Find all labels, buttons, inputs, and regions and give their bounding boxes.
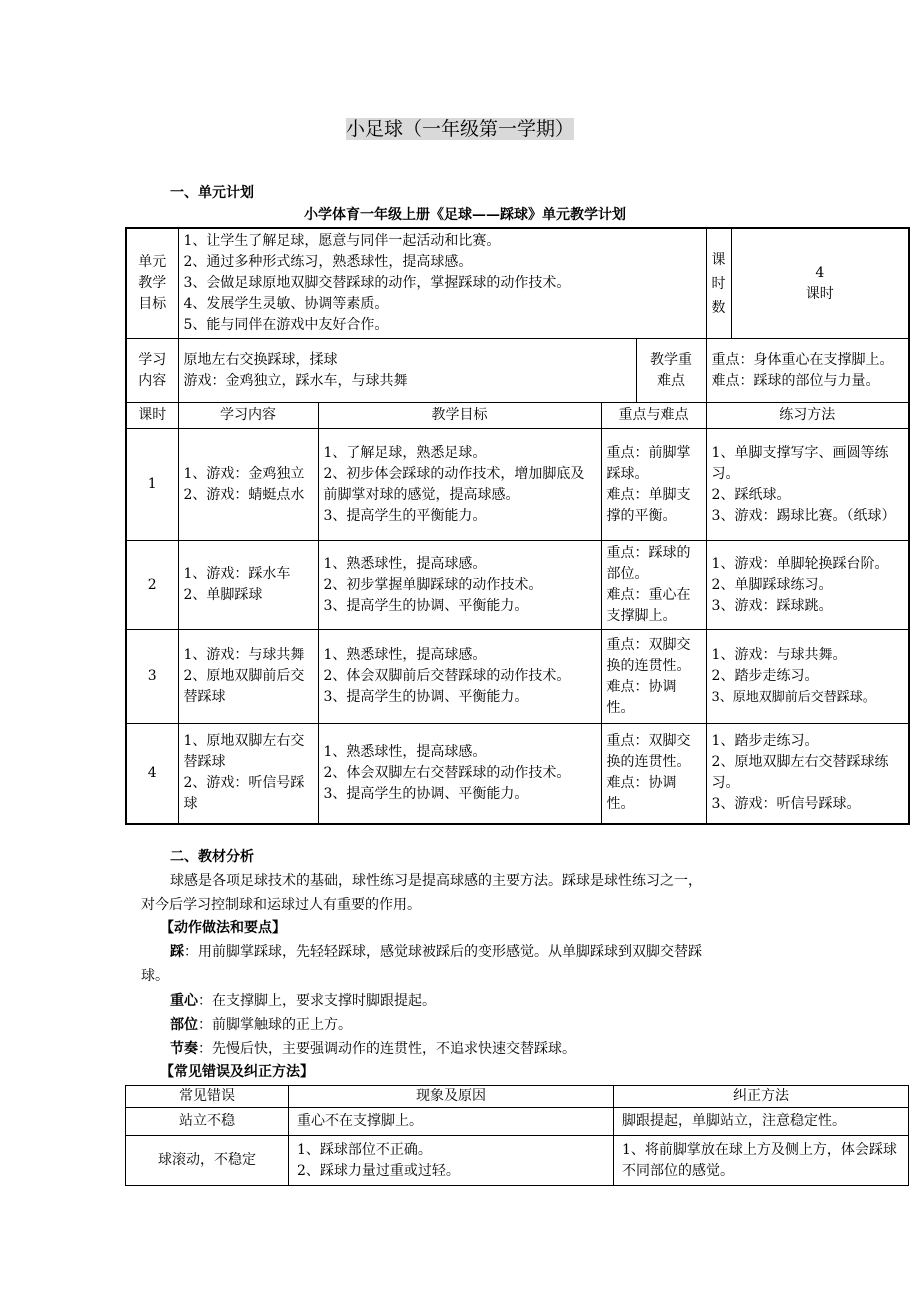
intro-line-1: 球感是各项足球技术的基础，球性练习是提高球感的主要方法。踩球是球性练习之一， [170, 873, 702, 889]
key-label: 教学重 难点 [636, 339, 706, 403]
lesson-content-item: 1、游戏：金鸡独立 [183, 465, 305, 482]
lesson-method-item: 3、原地双脚前后交替踩球。 [711, 690, 876, 705]
unit-key-points [706, 339, 909, 403]
zhongxin-text: ：在支撑脚上，要求支撑时脚跟提起。 [198, 993, 436, 1009]
error-mistake: 球滚动，不稳定 [126, 1136, 289, 1186]
lesson-key-item: 重点：双脚交换的连贯性。 [606, 636, 691, 674]
error-cause [289, 1136, 614, 1186]
lesson-key-item: 难点：协调性。 [606, 775, 677, 813]
jiezou-label: 节奏 [170, 1041, 198, 1057]
col-header-methods: 练习方法 [706, 403, 909, 429]
errors-table [125, 1085, 909, 1186]
hours-label: 课 时 数 [706, 228, 731, 339]
lesson-content-item: 1、游戏：与球共舞 [183, 647, 305, 663]
col-header-content: 学习内容 [178, 403, 318, 429]
lesson-key-item: 重点：踩球的部位。 [606, 545, 691, 582]
lesson-content-item: 1、游戏：踩水车 [183, 566, 291, 582]
error-cause [289, 1108, 614, 1136]
lesson-key [601, 429, 706, 541]
unit-goals [178, 228, 706, 339]
lesson-goal-item: 3、提高学生的协调、平衡能力。 [323, 785, 529, 802]
lesson-key-item: 难点：单脚支撑的平衡。 [606, 486, 691, 524]
lesson-goal-item: 2、初步掌握单脚踩球的动作技术。 [323, 576, 543, 593]
lesson-methods [706, 429, 909, 541]
lesson-content-item: 2、游戏：听信号踩球 [183, 775, 305, 813]
lesson-methods [706, 724, 909, 824]
zhongxin-line [170, 990, 436, 1013]
lesson-key [601, 630, 706, 724]
lesson-goal-item: 2、体会双脚左右交替踩球的动作技术。 [323, 764, 571, 781]
jiezou-text: ：先慢后快，主要强调动作的连贯性，不追求快速交替踩球。 [198, 1041, 576, 1057]
col-header-key: 重点与难点 [601, 403, 706, 429]
lesson-goal-item: 1、熟悉球性，提高球感。 [323, 647, 487, 663]
unit-key-item: 重点：身体重心在支撑脚上。 [711, 351, 894, 368]
col-header-lesson: 课时 [126, 403, 178, 429]
plan-table-title: 小学体育一年级上册《足球——踩球》单元教学计划 [304, 207, 626, 223]
lesson-goals [318, 541, 601, 630]
section2-heading: 二、教材分析 [170, 849, 254, 865]
lesson-goal-item: 1、了解足球，熟悉足球。 [323, 444, 487, 461]
lesson-method-item: 1、踏步走练习。 [711, 733, 819, 750]
lesson-method-item: 3、游戏：踩球跳。 [711, 597, 833, 614]
unit-goal-item: 5、能与同伴在游戏中友好合作。 [183, 317, 389, 333]
zhongxin-label: 重心 [170, 993, 198, 1009]
jiezou-line [170, 1038, 576, 1061]
lesson-goals [318, 429, 601, 541]
lesson-method-item: 1、游戏：单脚轮换踩台阶。 [711, 555, 889, 572]
unit-key-item: 难点：踩球的部位与力量。 [711, 372, 880, 389]
lesson-row [126, 429, 909, 541]
lesson-content-item: 2、原地双脚前后交替踩球 [183, 668, 305, 705]
buwei-line [170, 1014, 352, 1037]
lesson-method-item: 2、原地双脚左右交替踩球练习。 [711, 754, 889, 792]
lesson-method-item: 2、踩纸球。 [711, 486, 791, 503]
lesson-header-row [126, 403, 909, 429]
unit-content-item: 原地左右交换踩球，揉球 [183, 351, 338, 368]
lesson-content [178, 630, 318, 724]
lesson-content-item: 2、游戏：蜻蜓点水 [183, 486, 305, 503]
lesson-method-item: 1、游戏：与球共舞。 [711, 647, 847, 663]
lesson-goal-item: 3、提高学生的协调、平衡能力。 [323, 597, 529, 614]
lesson-content [178, 541, 318, 630]
error-row [126, 1136, 909, 1186]
lesson-number: 3 [126, 630, 178, 724]
lesson-content [178, 724, 318, 824]
lesson-methods [706, 630, 909, 724]
lesson-content-item: 1、原地双脚左右交替踩球 [183, 733, 305, 771]
unit-goal-item: 1、让学生了解足球，愿意与同伴一起活动和比赛。 [183, 233, 501, 249]
cai-line-2: 球。 [141, 968, 169, 984]
lesson-number: 2 [126, 541, 178, 630]
unit-content-item: 游戏：金鸡独立，踩水车，与球共舞 [183, 372, 408, 389]
lesson-goal-item: 1、熟悉球性，提高球感。 [323, 743, 487, 760]
lesson-method-item: 3、游戏：踢球比赛。（纸球） [711, 507, 896, 524]
unit-content [178, 339, 636, 403]
lesson-key [601, 724, 706, 824]
section1-heading: 一、单元计划 [170, 185, 254, 201]
error-cause-item: 2、踩球力量过重或过轻。 [297, 1162, 460, 1179]
lesson-content [178, 429, 318, 541]
lesson-goals [318, 724, 601, 824]
actions-heading: 【动作做法和要点】 [160, 920, 286, 936]
err-col-fix: 纠正方法 [614, 1086, 909, 1108]
error-cause-item: 重心不在支撑脚上。 [297, 1113, 423, 1129]
page-title-text: 小足球（一年级第一学期） [345, 118, 574, 140]
lesson-key-item: 重点：双脚交换的连贯性。 [606, 733, 691, 771]
lesson-goal-item: 3、提高学生的平衡能力。 [323, 507, 487, 524]
lesson-method-item: 1、单脚支撑写字、画圆等练习。 [711, 444, 889, 482]
err-col-mistake: 常见错误 [126, 1086, 289, 1108]
cai-line-1 [170, 941, 702, 964]
hours-value: 4 课时 [731, 228, 909, 339]
error-fix-item: 脚跟提起，单脚站立，注意稳定性。 [622, 1113, 846, 1129]
lesson-goal-item: 2、体会双脚前后交替踩球的动作技术。 [323, 668, 571, 684]
error-fix-item: 1、将前脚掌放在球上方及侧上方，体会踩球不同部位的感觉。 [622, 1141, 897, 1179]
lesson-goal-item: 3、提高学生的协调、平衡能力。 [323, 689, 529, 705]
lesson-goals [318, 630, 601, 724]
lesson-row [126, 541, 909, 630]
error-row [126, 1108, 909, 1136]
buwei-text: ：前脚掌触球的正上方。 [198, 1017, 352, 1033]
lesson-row [126, 724, 909, 824]
lesson-method-item: 3、游戏：听信号踩球。 [711, 796, 861, 813]
cai-label: 踩 [170, 944, 184, 960]
goals-label: 单元 教学 目标 [126, 228, 178, 339]
col-header-goals: 教学目标 [318, 403, 601, 429]
lesson-goal-item: 1、熟悉球性，提高球感。 [323, 555, 487, 572]
cai-text: ：用前脚掌踩球，先轻轻踩球，感觉球被踩后的变形感觉。从单脚踩球到双脚交替踩 [184, 944, 702, 960]
lesson-method-item: 2、踏步走练习。 [711, 668, 819, 684]
unit-plan-table [125, 227, 910, 825]
err-col-cause: 现象及原因 [289, 1086, 614, 1108]
page-title [0, 115, 920, 143]
lesson-key [601, 541, 706, 630]
lesson-method-item: 2、单脚踩球练习。 [711, 576, 833, 593]
unit-goal-item: 4、发展学生灵敏、协调等素质。 [183, 296, 389, 312]
errors-heading: 【常见错误及纠正方法】 [160, 1064, 314, 1080]
lesson-methods [706, 541, 909, 630]
content-label: 学习 内容 [126, 339, 178, 403]
error-mistake: 站立不稳 [126, 1108, 289, 1136]
lesson-content-item: 2、单脚踩球 [183, 587, 263, 603]
lesson-key-item: 难点：协调性。 [606, 678, 677, 716]
lesson-number: 4 [126, 724, 178, 824]
unit-goal-item: 3、会做足球原地双脚交替踩球的动作，掌握踩球的动作技术。 [183, 275, 571, 291]
unit-goal-item: 2、通过多种形式练习，熟悉球性，提高球感。 [183, 254, 473, 270]
lesson-key-item: 难点：重心在支撑脚上。 [606, 587, 691, 624]
lesson-goal-item: 2、初步体会踩球的动作技术，增加脚底及前脚掌对球的感觉，提高球感。 [323, 465, 585, 503]
lesson-row [126, 630, 909, 724]
error-fix [614, 1108, 909, 1136]
error-fix [614, 1136, 909, 1186]
lesson-number: 1 [126, 429, 178, 541]
lesson-key-item: 重点：前脚掌踩球。 [606, 444, 691, 482]
errors-header-row [126, 1086, 909, 1108]
buwei-label: 部位 [170, 1017, 198, 1033]
error-cause-item: 1、踩球部位不正确。 [297, 1141, 432, 1158]
intro-line-2: 对今后学习控制球和运球过人有重要的作用。 [141, 897, 421, 913]
